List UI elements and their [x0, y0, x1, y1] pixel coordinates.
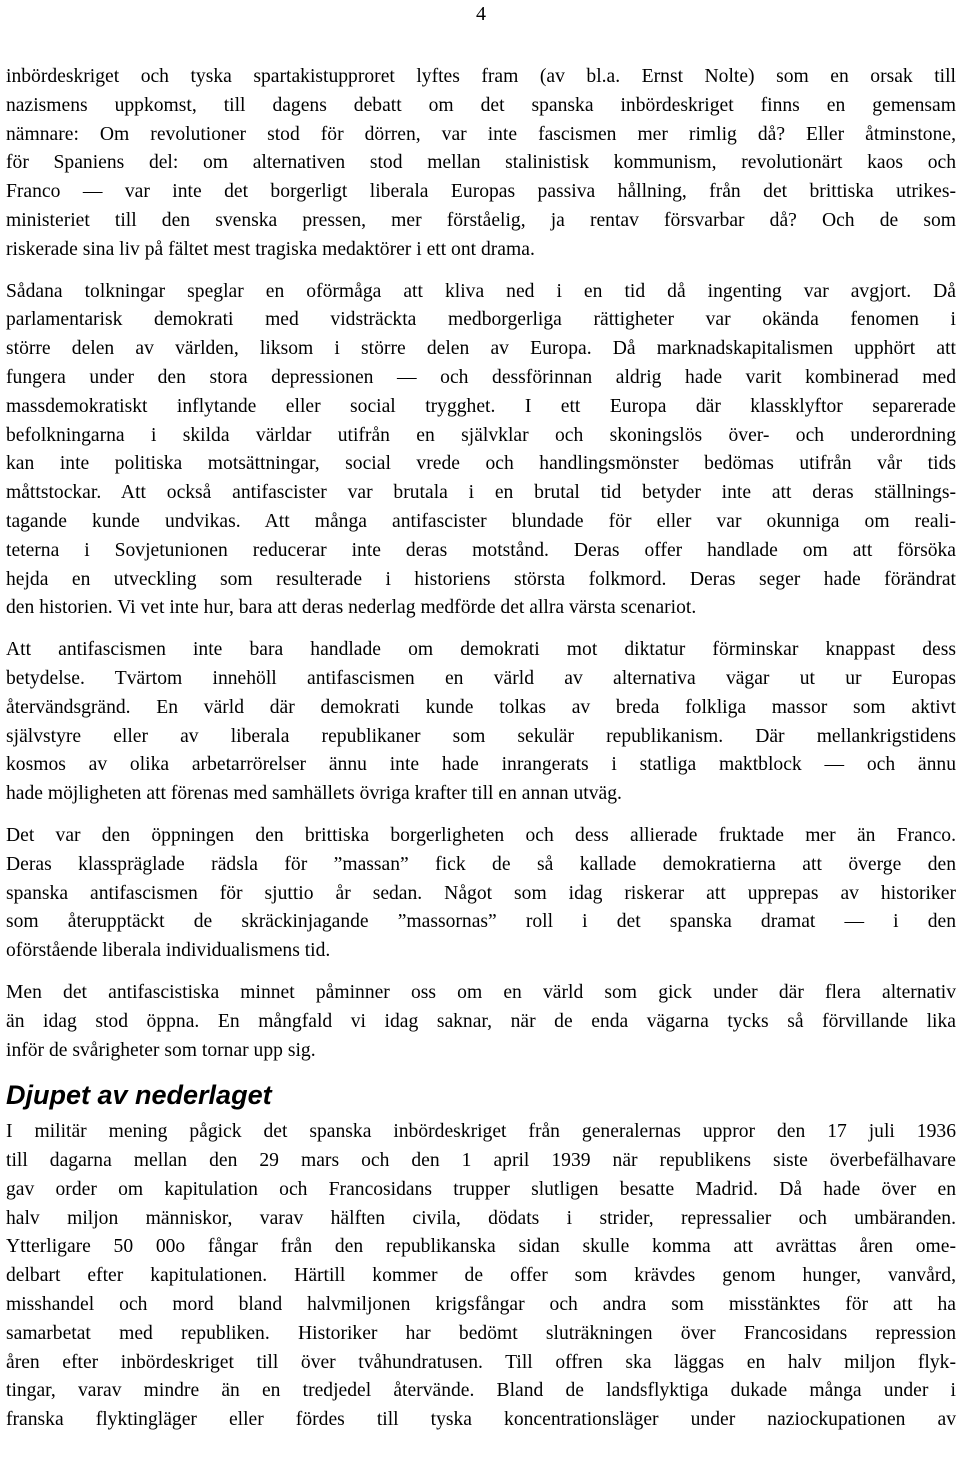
paragraph-line: gav order om kapitulation och Francosidans trupper slutligen besatte Madrid. Då hade över en [6, 1178, 956, 1200]
paragraph-line: tingar, varav mindre än en tredjedel återvände. Bland de landsflyktiga dukade många under i [6, 1380, 956, 1402]
paragraph-line: delbart efter kapitulationen. Härtill kommer de offer som krävdes genom hunger, vanvård, [6, 1265, 956, 1287]
paragraph-line: tagande kunde undvikas. Att många antifascister blundade för eller var okunniga om reali- [6, 510, 956, 532]
section-paragraph [6, 1118, 956, 1435]
paragraph-line: Ytterligare 50 00o fångar från den republikanska sidan skulle komma att avrättas åren ome- [6, 1236, 956, 1258]
paragraph-line: franska flyktingläger eller fördes till tyska koncentrationsläger under naziockupationen av [6, 1409, 956, 1431]
paragraph-line: hejda en utveckling som resulterade i historiens största folkmord. Deras seger hade förändrat [6, 568, 956, 590]
paragraph-line: samarbetat med republiken. Historiker har bedömt sluträkningen över Francosidans repression [6, 1322, 956, 1344]
paragraph-2 [6, 278, 956, 624]
section-heading: Djupet av nederlaget [6, 1080, 272, 1111]
paragraph-line: I militär mening pågick det spanska inbördeskriget från generalernas uppror den 17 juli 1936 [6, 1121, 956, 1143]
paragraph-3 [6, 636, 956, 809]
paragraph-line: spanska antifascismen för sjuttio år sedan. Något som idag riskerar att upprepas av historiker [6, 882, 956, 904]
paragraph-line: oförstående liberala individualismens tid. [6, 940, 331, 962]
paragraph-line: kosmos av olika arbetarrörelser ännu inte hade inrangerats i statliga maktblock — och ännu [6, 754, 956, 776]
page-number: 4 [476, 3, 486, 25]
paragraph-line: större delen av världen, liksom i större delen av Europa. Då marknadskapitalismen upphört att [6, 338, 956, 360]
paragraph-line: än idag stod öppna. En mångfald vi idag saknar, när de enda vägarna tycks så förvillande lika [6, 1010, 956, 1032]
paragraph-line: åren efter inbördeskriget till över tvåhundratusen. Till offren ska läggas en halv miljon flyk- [6, 1351, 956, 1373]
paragraph-1 [6, 63, 956, 265]
paragraph-line: Deras klasspräglade rädsla för ”massan” fick de så kallade demokratierna att överge den [6, 853, 956, 875]
paragraph-line: misshandel och mord bland halvmiljonen krigsfångar och andra som misstänktes för att ha [6, 1294, 956, 1316]
paragraph-line: kan inte politiska motsättningar, social vrede och handlingsmönster bedömas utifrån vår tids [6, 453, 956, 475]
paragraph-line: teterna i Sovjetunionen reducerar inte deras motstånd. Deras offer handlade om att försöka [6, 539, 956, 561]
paragraph-line: måttstockar. Att också antifascister var brutala i en brutal tid betyder inte att deras ställnings- [6, 482, 956, 504]
paragraph-line: Sådana tolkningar speglar en oförmåga att kliva ned i en tid då ingenting var avgjort. Då [6, 280, 956, 302]
paragraph-4 [6, 822, 956, 966]
paragraph-line: som återupptäckt de skräckinjagande ”massornas” roll i det spanska dramat — i den [6, 911, 956, 933]
paragraph-line: massdemokratiskt inflytande eller social trygghet. I ett Europa där klassklyftor separerade [6, 395, 956, 417]
paragraph-line: den historien. Vi vet inte hur, bara att deras nederlag medförde det allra värsta scenariot. [6, 597, 697, 619]
paragraph-line: för Spaniens del: om alternativen stod mellan stalinistisk kommunism, revolutionärt kaos och [6, 152, 956, 174]
paragraph-line: till dagarna mellan den 29 mars och den 1 april 1939 när republikens siste överbefälhavare [6, 1150, 956, 1172]
paragraph-line: nazismens uppkomst, till dagens debatt om det spanska inbördeskriget finns en gemensam [6, 94, 956, 116]
paragraph-line: Att antifascismen inte bara handlade om demokrati mot diktatur förminskar knappast dess [6, 639, 956, 661]
paragraph-line: Franco — var inte det borgerligt liberala Europas passiva hållning, från det brittiska utrikes- [6, 181, 956, 203]
paragraph-line: inbördeskriget och tyska spartakistupproret lyftes fram (av bl.a. Ernst Nolte) som en orsak till [6, 66, 956, 87]
document-body [6, 63, 956, 1448]
paragraph-line: parlamentarisk demokrati med vidsträckta medborgerliga rättigheter var okända fenomen i [6, 309, 956, 331]
paragraph-line: riskerade sina liv på fältet mest tragiska medaktörer i ett ont drama. [6, 238, 535, 260]
paragraph-line: återvändsgränd. En värld där demokrati kunde tolkas av breda folkliga massor som aktivt [6, 696, 956, 718]
paragraph-line: befolkningarna i skilda världar utifrån en självklar och skoningslös över- och underordning [6, 424, 956, 446]
paragraph-line: Det var den öppningen den brittiska borgerligheten och dess allierade fruktade mer än Franco. [6, 824, 956, 846]
paragraph-line: nämnare: Om revolutioner stod för dörren, var inte fascismen mer rimlig då? Eller åtminstone, [6, 123, 956, 145]
paragraph-line: ministeriet till den svenska pressen, mer förståelig, ja rentav försvarbar då? Och de som [6, 209, 956, 231]
paragraph-line: självstyre eller av liberala republikaner som sekulär republikanism. Där mellankrigstidens [6, 725, 956, 747]
paragraph-line: inför de svårigheter som tornar upp sig. [6, 1039, 316, 1061]
paragraph-line: Men det antifascistiska minnet påminner oss om en värld som gick under där flera alternativ [6, 981, 956, 1003]
paragraph-line: betydelse. Tvärtom innehöll antifascismen en värld av alternativa vägar ut ur Europas [6, 667, 956, 689]
paragraph-line: fungera under den stora depressionen — och dessförinnan aldrig hade varit kombinerad med [6, 366, 956, 388]
paragraph-line: hade möjligheten att förenas med samhällets övriga krafter till en annan utväg. [6, 783, 622, 805]
paragraph-5 [6, 979, 956, 1065]
paragraph-line: halv miljon människor, varav hälften civila, dödats i strider, repressalier och umbäranden. [6, 1207, 956, 1229]
